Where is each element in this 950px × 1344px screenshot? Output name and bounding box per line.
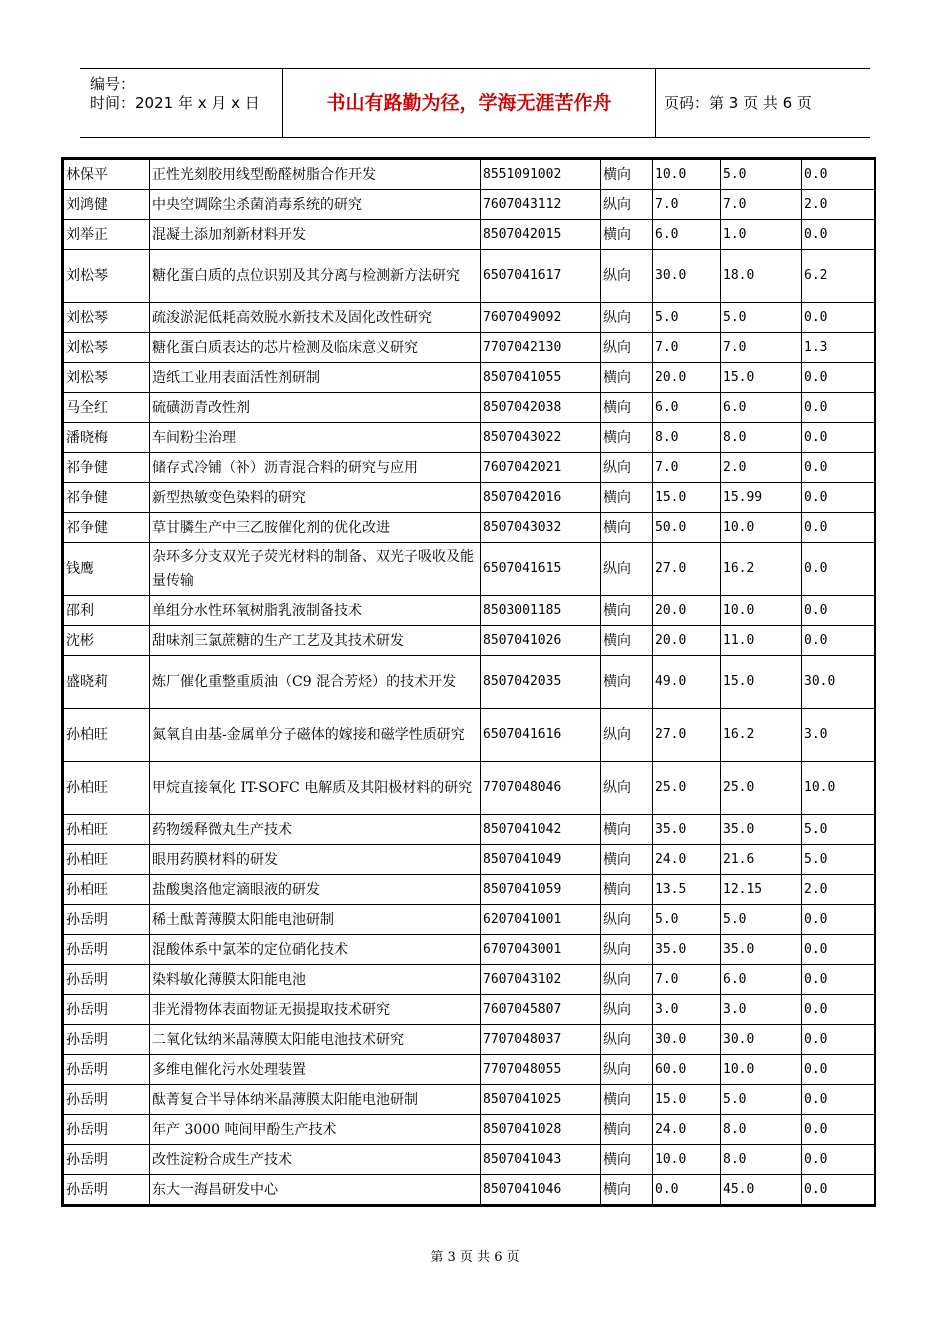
- cell-amount-received: 10.0: [721, 1055, 802, 1085]
- cell-amount-received: 45.0: [721, 1175, 802, 1205]
- cell-project-type: 纵向: [601, 762, 653, 815]
- cell-amount-other: 0.0: [802, 543, 875, 596]
- cell-amount-received: 8.0: [721, 423, 802, 453]
- cell-amount-received: 15.0: [721, 363, 802, 393]
- cell-amount-total: 15.0: [653, 1085, 721, 1115]
- cell-amount-total: 7.0: [653, 333, 721, 363]
- cell-project-type: 纵向: [601, 250, 653, 303]
- cell-person-name: 邵利: [64, 596, 150, 626]
- cell-amount-total: 5.0: [653, 303, 721, 333]
- cell-project-code: 8507041025: [481, 1085, 601, 1115]
- cell-amount-total: 8.0: [653, 423, 721, 453]
- cell-person-name: 祁争健: [64, 513, 150, 543]
- cell-project-code: 8507043022: [481, 423, 601, 453]
- cell-amount-received: 6.0: [721, 393, 802, 423]
- cell-amount-received: 2.0: [721, 453, 802, 483]
- cell-project-code: 8507041049: [481, 845, 601, 875]
- cell-project-type: 纵向: [601, 965, 653, 995]
- table-row: [64, 935, 875, 965]
- cell-amount-other: 2.0: [802, 875, 875, 905]
- cell-project-code: 7607043112: [481, 190, 601, 220]
- cell-project-type: 横向: [601, 1175, 653, 1205]
- cell-project-type: 横向: [601, 845, 653, 875]
- cell-project-title: 药物缓释微丸生产技术: [150, 815, 481, 845]
- cell-amount-received: 10.0: [721, 513, 802, 543]
- cell-project-code: 8507041055: [481, 363, 601, 393]
- cell-person-name: 孙岳明: [64, 995, 150, 1025]
- cell-project-code: 7707048037: [481, 1025, 601, 1055]
- cell-project-title: 甲烷直接氧化 IT-SOFC 电解质及其阳极材料的研究: [150, 762, 481, 815]
- cell-person-name: 孙柏旺: [64, 875, 150, 905]
- cell-project-type: 纵向: [601, 333, 653, 363]
- cell-amount-total: 10.0: [653, 1145, 721, 1175]
- cell-amount-total: 20.0: [653, 363, 721, 393]
- cell-amount-other: 0.0: [802, 363, 875, 393]
- table-row: [64, 965, 875, 995]
- cell-project-type: 横向: [601, 363, 653, 393]
- cell-project-type: 横向: [601, 1145, 653, 1175]
- cell-project-type: 纵向: [601, 453, 653, 483]
- cell-amount-other: 0.0: [802, 220, 875, 250]
- document-number-label: 编号：: [90, 75, 136, 93]
- table-row: [64, 1055, 875, 1085]
- cell-project-code: 8507041043: [481, 1145, 601, 1175]
- table-row: [64, 762, 875, 815]
- cell-amount-received: 15.99: [721, 483, 802, 513]
- table-row: [64, 393, 875, 423]
- cell-person-name: 孙岳明: [64, 1115, 150, 1145]
- cell-person-name: 孙柏旺: [64, 815, 150, 845]
- cell-amount-received: 12.15: [721, 875, 802, 905]
- table-row: [64, 453, 875, 483]
- cell-person-name: 沈彬: [64, 626, 150, 656]
- table-row: [64, 363, 875, 393]
- cell-person-name: 孙柏旺: [64, 762, 150, 815]
- cell-amount-other: 0.0: [802, 1025, 875, 1055]
- document-date-label: 时间：2021 年 x 月 x 日: [90, 94, 260, 112]
- cell-amount-other: 0.0: [802, 453, 875, 483]
- table-row: [64, 190, 875, 220]
- cell-amount-other: 0.0: [802, 1115, 875, 1145]
- cell-project-title: 单组分水性环氧树脂乳液制备技术: [150, 596, 481, 626]
- cell-amount-total: 35.0: [653, 815, 721, 845]
- cell-project-title: 东大一海昌研发中心: [150, 1175, 481, 1205]
- cell-person-name: 祁争健: [64, 483, 150, 513]
- cell-amount-other: 0.0: [802, 935, 875, 965]
- cell-amount-total: 20.0: [653, 626, 721, 656]
- cell-person-name: 盛晓莉: [64, 656, 150, 709]
- cell-person-name: 祁争健: [64, 453, 150, 483]
- cell-project-title: 酞菁复合半导体纳米晶薄膜太阳能电池研制: [150, 1085, 481, 1115]
- cell-project-title: 甜味剂三氯蔗糖的生产工艺及其技术研发: [150, 626, 481, 656]
- cell-amount-other: 0.0: [802, 626, 875, 656]
- cell-amount-total: 0.0: [653, 1175, 721, 1205]
- cell-project-type: 横向: [601, 513, 653, 543]
- cell-person-name: 孙岳明: [64, 1055, 150, 1085]
- cell-project-code: 8507041026: [481, 626, 601, 656]
- cell-amount-received: 6.0: [721, 965, 802, 995]
- cell-amount-other: 10.0: [802, 762, 875, 815]
- cell-project-title: 正性光刻胶用线型酚醛树脂合作开发: [150, 160, 481, 190]
- cell-project-code: 7607049092: [481, 303, 601, 333]
- cell-project-code: 6507041615: [481, 543, 601, 596]
- cell-amount-received: 35.0: [721, 935, 802, 965]
- cell-project-code: 8507042035: [481, 656, 601, 709]
- cell-project-title: 染料敏化薄膜太阳能电池: [150, 965, 481, 995]
- cell-amount-received: 8.0: [721, 1115, 802, 1145]
- cell-project-code: 7607045807: [481, 995, 601, 1025]
- cell-project-type: 横向: [601, 160, 653, 190]
- cell-amount-total: 6.0: [653, 220, 721, 250]
- cell-person-name: 刘松琴: [64, 333, 150, 363]
- cell-amount-received: 16.2: [721, 709, 802, 762]
- table-row: [64, 709, 875, 762]
- cell-project-title: 车间粉尘治理: [150, 423, 481, 453]
- cell-project-type: 纵向: [601, 905, 653, 935]
- header-motto: 书山有路勤为径，学海无涯苦作舟: [283, 69, 656, 137]
- cell-amount-total: 30.0: [653, 250, 721, 303]
- cell-amount-other: 1.3: [802, 333, 875, 363]
- cell-amount-other: 0.0: [802, 965, 875, 995]
- table-row: [64, 845, 875, 875]
- cell-amount-other: 0.0: [802, 596, 875, 626]
- table-row: [64, 483, 875, 513]
- cell-project-code: 8503001185: [481, 596, 601, 626]
- table-row: [64, 875, 875, 905]
- cell-project-title: 杂环多分支双光子荧光材料的制备、双光子吸收及能量传输: [150, 543, 481, 596]
- cell-amount-other: 0.0: [802, 393, 875, 423]
- cell-amount-total: 5.0: [653, 905, 721, 935]
- cell-amount-received: 5.0: [721, 1085, 802, 1115]
- cell-project-title: 混凝土添加剂新材料开发: [150, 220, 481, 250]
- cell-project-code: 7607042021: [481, 453, 601, 483]
- cell-amount-received: 10.0: [721, 596, 802, 626]
- cell-project-type: 纵向: [601, 303, 653, 333]
- cell-amount-other: 0.0: [802, 905, 875, 935]
- cell-amount-received: 7.0: [721, 190, 802, 220]
- cell-amount-other: 0.0: [802, 995, 875, 1025]
- cell-project-code: 8507043032: [481, 513, 601, 543]
- table-row: [64, 656, 875, 709]
- table-row: [64, 1175, 875, 1205]
- cell-amount-total: 15.0: [653, 483, 721, 513]
- cell-amount-total: 24.0: [653, 845, 721, 875]
- cell-amount-other: 2.0: [802, 190, 875, 220]
- cell-amount-other: 0.0: [802, 1175, 875, 1205]
- cell-amount-other: 0.0: [802, 423, 875, 453]
- cell-project-title: 二氧化钛纳米晶薄膜太阳能电池技术研究: [150, 1025, 481, 1055]
- cell-project-type: 横向: [601, 423, 653, 453]
- cell-project-title: 改性淀粉合成生产技术: [150, 1145, 481, 1175]
- cell-project-type: 横向: [601, 1115, 653, 1145]
- cell-project-title: 氮氧自由基-金属单分子磁体的嫁接和磁学性质研究: [150, 709, 481, 762]
- cell-project-code: 8507042015: [481, 220, 601, 250]
- cell-project-type: 横向: [601, 656, 653, 709]
- cell-amount-total: 7.0: [653, 965, 721, 995]
- cell-amount-other: 5.0: [802, 815, 875, 845]
- cell-amount-total: 24.0: [653, 1115, 721, 1145]
- cell-amount-other: 0.0: [802, 1085, 875, 1115]
- table-row: [64, 905, 875, 935]
- cell-project-code: 8507042038: [481, 393, 601, 423]
- table-row: [64, 513, 875, 543]
- cell-project-title: 糖化蛋白质表达的芯片检测及临床意义研究: [150, 333, 481, 363]
- cell-amount-total: 7.0: [653, 190, 721, 220]
- cell-person-name: 刘松琴: [64, 363, 150, 393]
- table-row: [64, 303, 875, 333]
- cell-amount-other: 30.0: [802, 656, 875, 709]
- cell-amount-total: 30.0: [653, 1025, 721, 1055]
- cell-project-title: 炼厂催化重整重质油（C9 混合芳烃）的技术开发: [150, 656, 481, 709]
- cell-project-type: 横向: [601, 596, 653, 626]
- cell-amount-other: 5.0: [802, 845, 875, 875]
- cell-amount-received: 15.0: [721, 656, 802, 709]
- cell-person-name: 潘晓梅: [64, 423, 150, 453]
- cell-project-title: 稀土酞菁薄膜太阳能电池研制: [150, 905, 481, 935]
- cell-project-type: 纵向: [601, 543, 653, 596]
- cell-person-name: 孙岳明: [64, 1145, 150, 1175]
- cell-project-title: 造纸工业用表面活性剂研制: [150, 363, 481, 393]
- cell-amount-other: 0.0: [802, 483, 875, 513]
- cell-project-code: 8507042016: [481, 483, 601, 513]
- table-row: [64, 333, 875, 363]
- cell-amount-total: 27.0: [653, 709, 721, 762]
- cell-person-name: 刘松琴: [64, 250, 150, 303]
- table-row: [64, 815, 875, 845]
- cell-project-title: 中央空调除尘杀菌消毒系统的研究: [150, 190, 481, 220]
- project-table: [63, 159, 875, 1205]
- cell-project-type: 横向: [601, 393, 653, 423]
- table-row: [64, 543, 875, 596]
- cell-project-title: 年产 3000 吨间甲酚生产技术: [150, 1115, 481, 1145]
- cell-person-name: 林保平: [64, 160, 150, 190]
- table-row: [64, 995, 875, 1025]
- cell-amount-other: 0.0: [802, 1055, 875, 1085]
- cell-amount-received: 30.0: [721, 1025, 802, 1055]
- cell-amount-received: 35.0: [721, 815, 802, 845]
- table-row: [64, 1115, 875, 1145]
- cell-amount-other: 0.0: [802, 1145, 875, 1175]
- cell-project-code: 6507041616: [481, 709, 601, 762]
- cell-project-title: 糖化蛋白质的点位识别及其分离与检测新方法研究: [150, 250, 481, 303]
- cell-person-name: 刘松琴: [64, 303, 150, 333]
- cell-project-title: 新型热敏变色染料的研究: [150, 483, 481, 513]
- cell-project-type: 纵向: [601, 935, 653, 965]
- cell-project-type: 纵向: [601, 995, 653, 1025]
- cell-project-type: 横向: [601, 1085, 653, 1115]
- cell-amount-total: 27.0: [653, 543, 721, 596]
- cell-person-name: 孙岳明: [64, 1025, 150, 1055]
- cell-amount-received: 1.0: [721, 220, 802, 250]
- cell-project-title: 眼用药膜材料的研发: [150, 845, 481, 875]
- cell-amount-received: 25.0: [721, 762, 802, 815]
- table-row: [64, 596, 875, 626]
- cell-amount-received: 11.0: [721, 626, 802, 656]
- page-header: [80, 68, 870, 138]
- cell-project-type: 横向: [601, 220, 653, 250]
- cell-person-name: 孙岳明: [64, 965, 150, 995]
- cell-person-name: 孙柏旺: [64, 709, 150, 762]
- table-row: [64, 220, 875, 250]
- cell-person-name: 孙岳明: [64, 1175, 150, 1205]
- cell-project-type: 纵向: [601, 1055, 653, 1085]
- cell-amount-other: 0.0: [802, 303, 875, 333]
- cell-amount-total: 25.0: [653, 762, 721, 815]
- cell-amount-received: 21.6: [721, 845, 802, 875]
- cell-project-type: 横向: [601, 483, 653, 513]
- cell-amount-total: 20.0: [653, 596, 721, 626]
- cell-amount-received: 8.0: [721, 1145, 802, 1175]
- cell-project-type: 横向: [601, 815, 653, 845]
- cell-person-name: 孙岳明: [64, 905, 150, 935]
- cell-person-name: 刘举正: [64, 220, 150, 250]
- cell-amount-received: 18.0: [721, 250, 802, 303]
- cell-amount-total: 10.0: [653, 160, 721, 190]
- cell-person-name: 刘鸿健: [64, 190, 150, 220]
- table-row: [64, 1145, 875, 1175]
- cell-amount-received: 5.0: [721, 905, 802, 935]
- cell-person-name: 孙柏旺: [64, 845, 150, 875]
- cell-amount-other: 3.0: [802, 709, 875, 762]
- cell-amount-other: 0.0: [802, 513, 875, 543]
- cell-project-type: 横向: [601, 626, 653, 656]
- cell-project-title: 盐酸奥洛他定滴眼液的研发: [150, 875, 481, 905]
- cell-project-title: 多维电催化污水处理装置: [150, 1055, 481, 1085]
- table-row: [64, 423, 875, 453]
- cell-project-title: 混酸体系中氯苯的定位硝化技术: [150, 935, 481, 965]
- cell-project-code: 6507041617: [481, 250, 601, 303]
- cell-amount-received: 3.0: [721, 995, 802, 1025]
- cell-amount-total: 60.0: [653, 1055, 721, 1085]
- cell-person-name: 孙岳明: [64, 935, 150, 965]
- cell-project-title: 疏浚淤泥低耗高效脱水新技术及固化改性研究: [150, 303, 481, 333]
- cell-person-name: 马全红: [64, 393, 150, 423]
- cell-project-code: 8551091002: [481, 160, 601, 190]
- cell-project-title: 硫磺沥青改性剂: [150, 393, 481, 423]
- cell-project-type: 横向: [601, 875, 653, 905]
- cell-project-title: 储存式冷铺（补）沥青混合料的研究与应用: [150, 453, 481, 483]
- table-row: [64, 1085, 875, 1115]
- cell-amount-received: 7.0: [721, 333, 802, 363]
- cell-person-name: 钱鹰: [64, 543, 150, 596]
- table-row: [64, 160, 875, 190]
- cell-amount-received: 16.2: [721, 543, 802, 596]
- cell-amount-total: 13.5: [653, 875, 721, 905]
- header-page-label: 页码：第 3 页 共 6 页: [664, 94, 812, 112]
- cell-project-code: 7707048046: [481, 762, 601, 815]
- cell-amount-total: 35.0: [653, 935, 721, 965]
- cell-amount-total: 50.0: [653, 513, 721, 543]
- cell-project-code: 7707048055: [481, 1055, 601, 1085]
- cell-amount-other: 6.2: [802, 250, 875, 303]
- cell-project-type: 纵向: [601, 190, 653, 220]
- project-table-frame: [61, 157, 876, 1207]
- cell-project-code: 8507041042: [481, 815, 601, 845]
- cell-project-code: 7707042130: [481, 333, 601, 363]
- cell-project-type: 纵向: [601, 709, 653, 762]
- cell-amount-other: 0.0: [802, 160, 875, 190]
- page-footer: 第 3 页 共 6 页: [430, 1250, 520, 1265]
- cell-amount-received: 5.0: [721, 303, 802, 333]
- cell-project-code: 8507041028: [481, 1115, 601, 1145]
- cell-project-code: 8507041046: [481, 1175, 601, 1205]
- cell-project-title: 草甘膦生产中三乙胺催化剂的优化改进: [150, 513, 481, 543]
- cell-amount-total: 3.0: [653, 995, 721, 1025]
- cell-project-code: 8507041059: [481, 875, 601, 905]
- project-table-body: [64, 160, 875, 1205]
- cell-project-title: 非光滑物体表面物证无损提取技术研究: [150, 995, 481, 1025]
- cell-amount-total: 7.0: [653, 453, 721, 483]
- cell-amount-total: 49.0: [653, 656, 721, 709]
- cell-person-name: 孙岳明: [64, 1085, 150, 1115]
- cell-project-code: 6207041001: [481, 905, 601, 935]
- cell-project-code: 7607043102: [481, 965, 601, 995]
- table-row: [64, 626, 875, 656]
- cell-amount-received: 5.0: [721, 160, 802, 190]
- table-row: [64, 1025, 875, 1055]
- table-row: [64, 250, 875, 303]
- cell-amount-total: 6.0: [653, 393, 721, 423]
- header-meta: [80, 69, 283, 137]
- cell-project-code: 6707043001: [481, 935, 601, 965]
- cell-project-type: 纵向: [601, 1025, 653, 1055]
